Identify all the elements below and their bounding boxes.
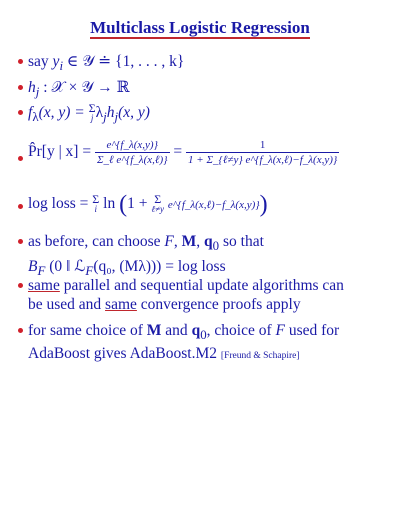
- bullet-f-lambda: $f_\lambda(x$, y) = Σ j $\lambda_jh_j(x$, y): [28, 103, 388, 126]
- bullet-log-loss: log loss = Σ i ln (1 + Σ ℓ≠y e^{f_λ(x,ℓ)−f_λ(x,y)}): [28, 194, 388, 215]
- bullet-dot: [18, 59, 23, 64]
- bullet-dot: [18, 156, 23, 161]
- bullet-dot: [18, 85, 23, 90]
- bullet-as-before: as before, can choose F, M, $q_0$ so that $B_F$ (0 ‖ ℒ$_F$(q₀, (Mλ))) = log loss: [28, 232, 388, 280]
- bullet-adaboost: for same choice of M and $q_0$, choice of F used for AdaBoost gives AdaBoost.M2 [Freund & Schapire]: [28, 321, 388, 366]
- sum-operator: Σ ℓ≠y: [151, 192, 165, 215]
- bullet-hj: $h_j$ : 𝒳 × 𝒴 → ℝ: [28, 78, 388, 101]
- bullet-say-yi: say $y_i$ ∈ 𝒴 ≐ {1, . . . , k}: [28, 52, 388, 75]
- sum-operator: Σ i: [92, 192, 100, 215]
- bullet-dot: [18, 328, 23, 333]
- sum-operator: Σ j: [88, 101, 96, 124]
- bullet-dot: [18, 204, 23, 209]
- bullet-dot: [18, 239, 23, 244]
- fraction-logistic: $\frac{1}{\text{1 + Σ\_\{ℓ≠y\} e\textasciicircum{}\{f\_λ(x,ℓ)−f\_λ(x,y)\}}}$: [188, 139, 338, 166]
- citation: [Freund & Schapire]: [220, 351, 300, 362]
- bullet-probability: P̂r[y | x] = $\frac{e\^{}\{f\_\lambda(x,y)\}}{\text{Σ\_ℓ e\textasciicircum{}\{f\_λ(x,ℓ)\}}}$ = $\frac{1}{\text{1 + Σ\_\{ℓ≠y\} e\textasciicircum{}\{f\_λ(x,ℓ)−f\_λ(x,y)\}}}$: [28, 138, 388, 167]
- bullet-dot: [18, 283, 23, 288]
- fraction-softmax: $\frac{e\^{}\{f\_\lambda(x,y)\}}{\text{Σ\_ℓ e\textasciicircum{}\{f\_λ(x,ℓ)\}}}$: [96, 139, 168, 166]
- slide-title: Multiclass Logistic Regression: [90, 18, 310, 37]
- bullet-dot: [18, 110, 23, 115]
- bullet-same-algorithms: same parallel and sequential update algorithms can be used and same convergence proofs apply: [28, 276, 388, 314]
